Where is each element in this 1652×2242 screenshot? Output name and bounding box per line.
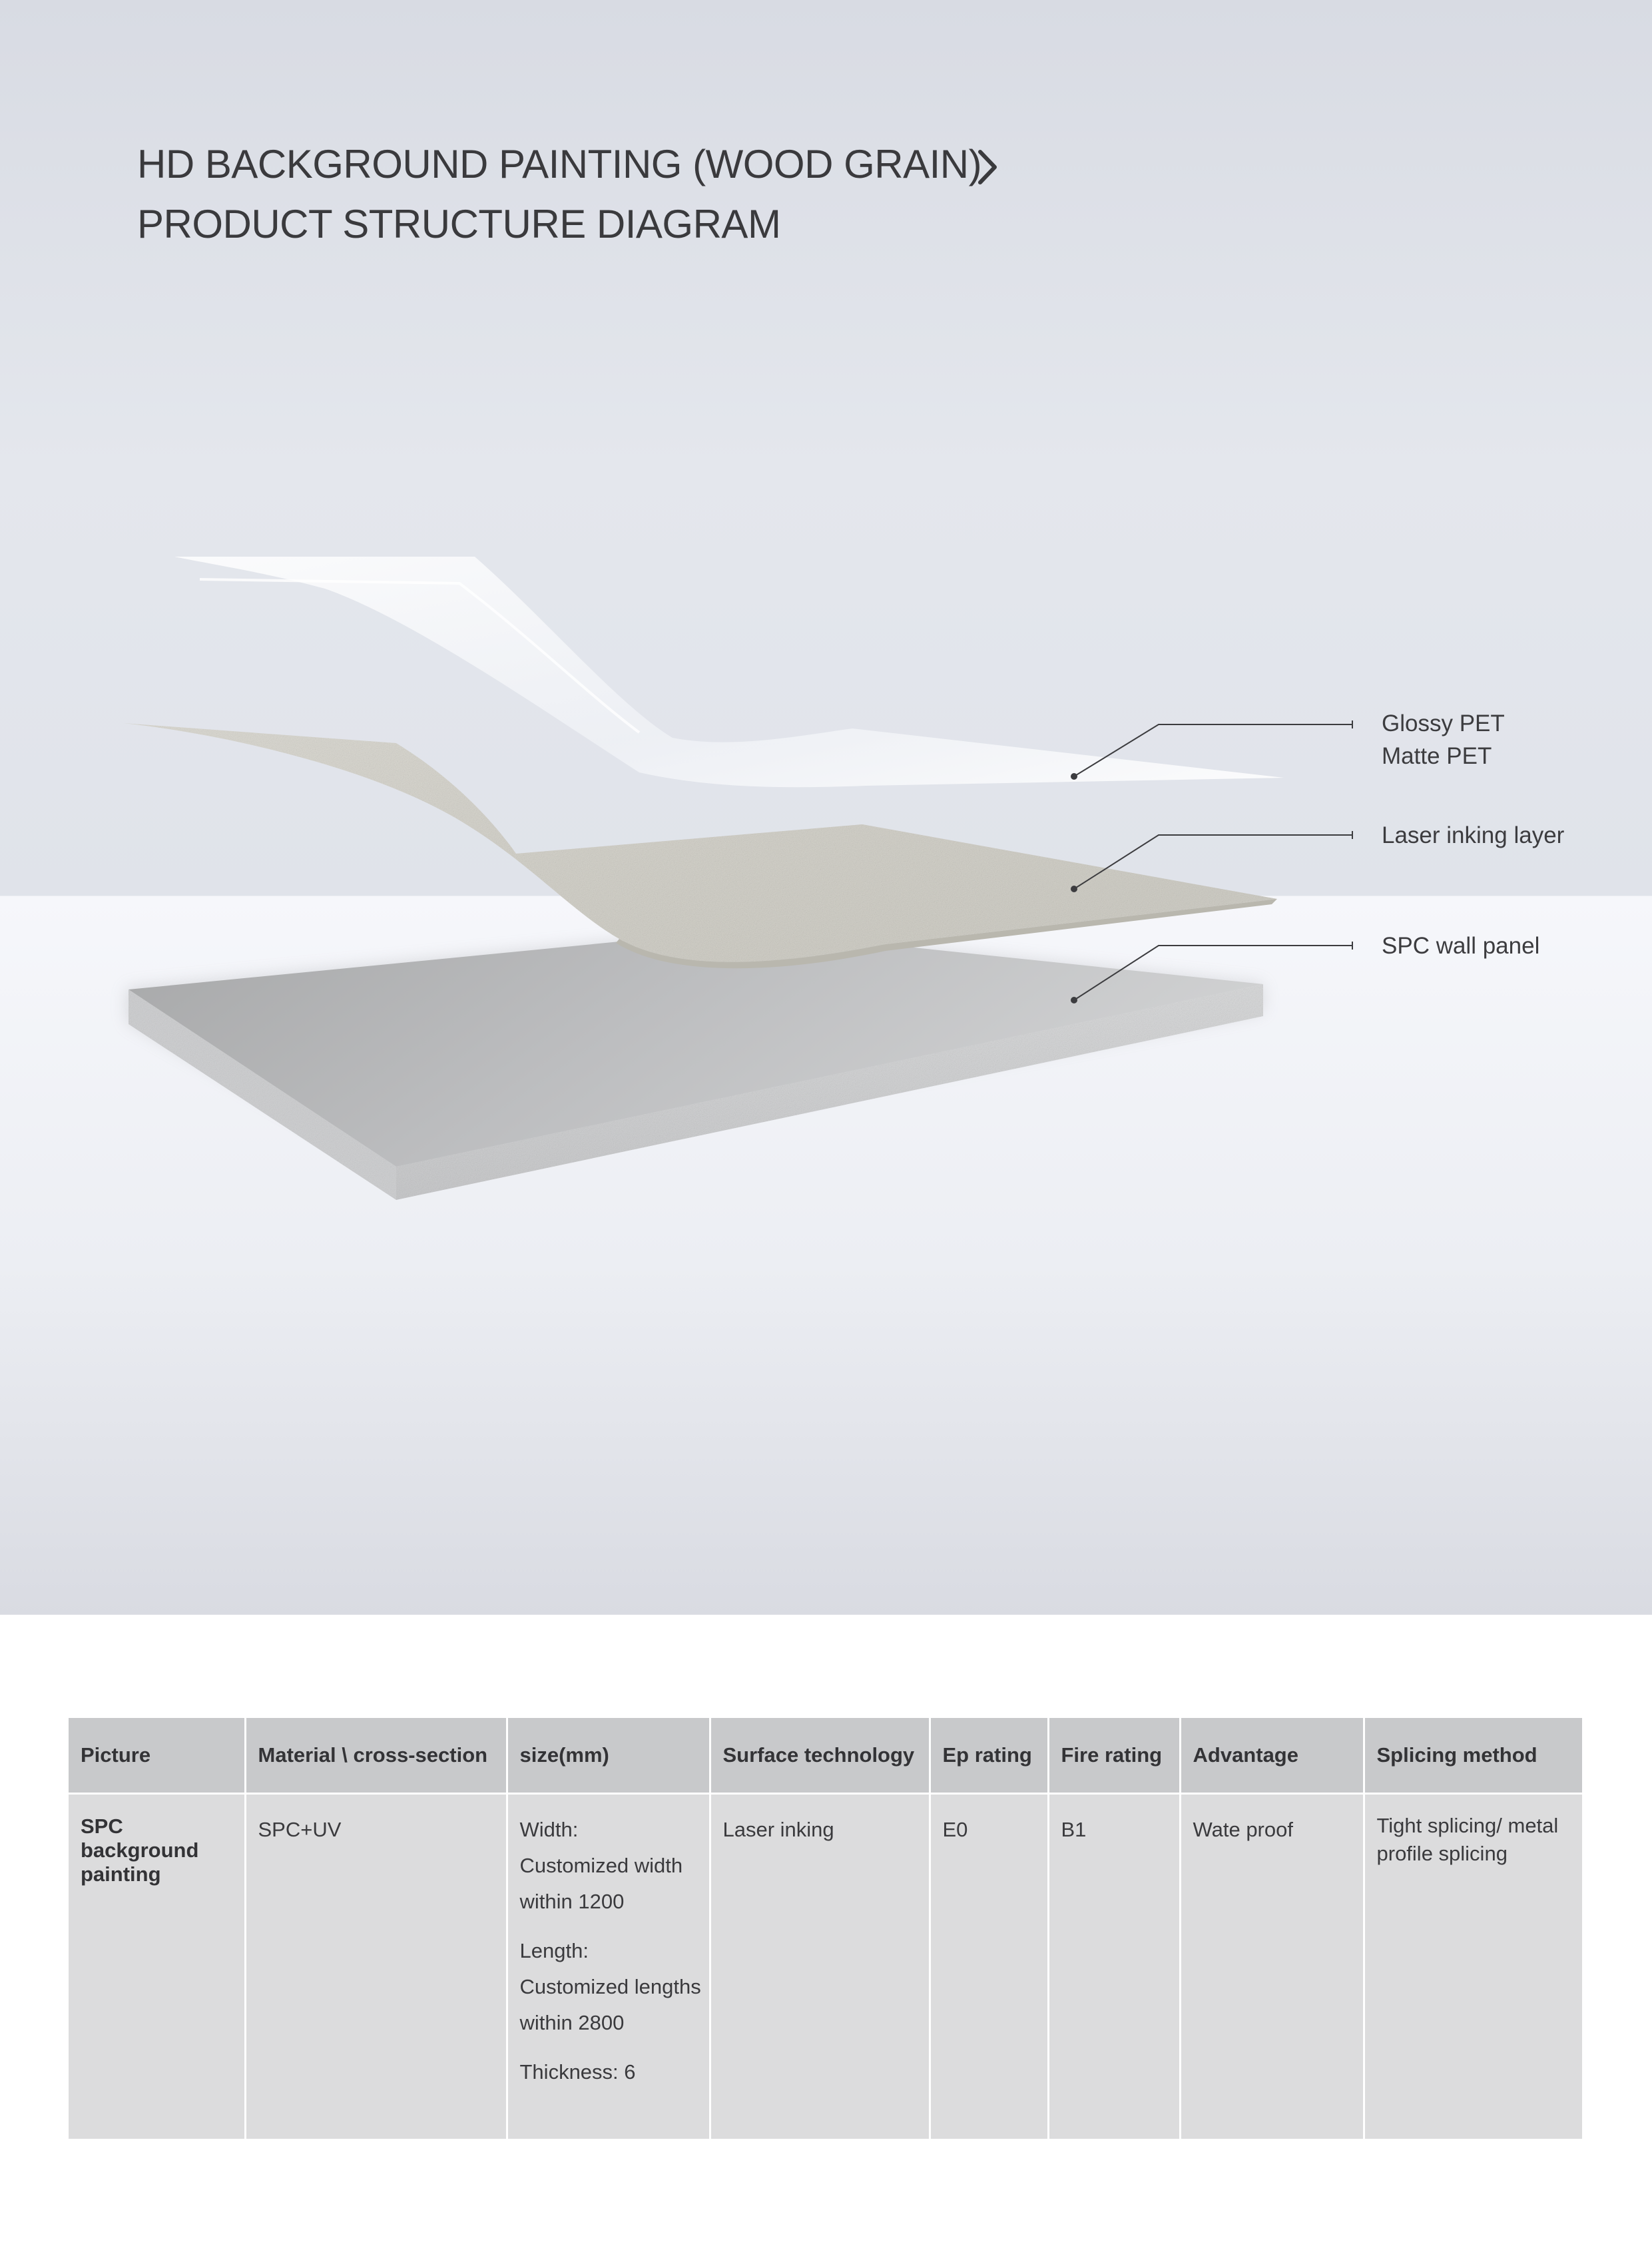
table-row: [69, 1794, 1582, 2139]
table-header-row: [69, 1718, 1582, 1794]
page-title: HD BACKGROUND PAINTING (WOOD GRAIN): [137, 142, 982, 186]
size-width-label: Width:: [519, 1818, 579, 1841]
header-picture: Picture: [69, 1718, 245, 1794]
header-size: size(mm): [507, 1718, 710, 1794]
header-material: Material \ cross-section: [245, 1718, 507, 1794]
label-glossy-pet: Glossy PET: [1382, 710, 1505, 736]
label-matte-pet: Matte PET: [1382, 743, 1492, 769]
spc-wall-panel: [127, 929, 1263, 1200]
size-length-value-2: within 2800: [519, 2011, 625, 2034]
size-length-value-1: Customized lengths: [519, 1975, 701, 1998]
spec-table: [69, 1718, 1582, 2139]
cell-fire-rating: B1: [1048, 1794, 1180, 2139]
cell-surface-technology: Laser inking: [710, 1794, 930, 2139]
header-surface-technology: Surface technology: [710, 1718, 930, 1794]
label-laser-inking-layer: Laser inking layer: [1382, 822, 1565, 848]
cell-size: [507, 1794, 710, 2139]
header-ep-rating: Ep rating: [930, 1718, 1048, 1794]
size-width-value-1: Customized width: [519, 1854, 683, 1877]
cell-picture: SPC background painting: [69, 1794, 245, 2139]
cell-ep-rating: E0: [930, 1794, 1048, 2139]
cell-advantage: Wate proof: [1180, 1794, 1364, 2139]
header-fire-rating: Fire rating: [1048, 1718, 1180, 1794]
header-splicing-method: Splicing method: [1364, 1718, 1582, 1794]
cell-splicing-method: Tight splicing/ metal profile splicing: [1364, 1794, 1582, 2139]
label-spc-wall-panel: SPC wall panel: [1382, 933, 1540, 959]
size-width-value-2: within 1200: [519, 1890, 625, 1913]
page-subtitle: PRODUCT STRUCTURE DIAGRAM: [137, 202, 781, 246]
size-length-label: Length:: [519, 1939, 589, 1962]
header-advantage: Advantage: [1180, 1718, 1364, 1794]
size-thickness: Thickness: 6: [519, 2060, 636, 2084]
cell-material: SPC+UV: [245, 1794, 507, 2139]
